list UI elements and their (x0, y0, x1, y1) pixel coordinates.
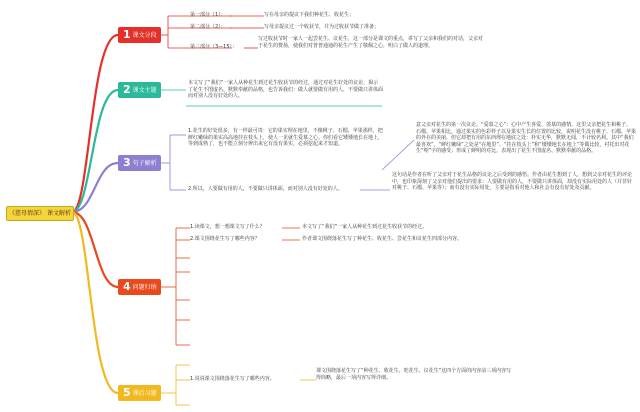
s3-sentence2-analysis: 这句话是作者在听了父亲对于花生品格的议论之后受到的感悟。作者由花生想到了人，想到父亲对花生的评论中，也印象深刻了父亲对他们提出的要求：人要做有用的人，不要做只讲体面，却没有实际用处的人（并非针对桃子、石榴、苹果等）；而有没有实际用处，主要是指看对他人和社会有没有好处及贡献。 (392, 172, 633, 192)
section-number: 2 (123, 83, 131, 96)
section-node-2[interactable] (118, 82, 161, 98)
s4-question2: 2.课文围绕花生写了哪些内容？ (190, 236, 260, 242)
root-node[interactable]: 《慈母情深》 课文解析 (6, 206, 74, 221)
s3-sentence2: 2.所以，人要做有用的人，不要做只讲体面，而对别人没有好处的人。 (188, 186, 343, 192)
section-label: 课文分段 (132, 32, 157, 39)
s4-question1: 1.读课文，想一想课文写了什么？ (190, 224, 265, 230)
section-number: 1 (123, 28, 131, 41)
section-label: 课后习题 (132, 390, 157, 397)
s5-answer1: 课文围绕落花生写了“种花生、收花生、吃花生、议花生”这四个方面的内容前三项内容写得简略，最后一项内容写得详细。 (316, 368, 512, 381)
section-number: 3 (123, 156, 131, 169)
root-to-s5-link (72, 212, 118, 393)
s4-answer1: 本文写了“我们”一家人从种花生到过花生收获节的经过。 (302, 224, 428, 230)
section-label: 句子解析 (132, 160, 157, 167)
s5-branches (161, 365, 316, 405)
s4-answer2: 作者课文围绕落花生写了种花生、收花生、尝花生和议花生四部分内容。 (302, 236, 463, 242)
section-node-5[interactable] (118, 385, 161, 401)
section-number: 4 (123, 280, 131, 293)
s1-part1-label: 第一部分（1）： (190, 12, 226, 18)
s3-sentence1-analysis: 意父亲对花生的第一次议论。“爱慕之心”：心中产生喜爱、羡慕的感情。这里父亲把花生和桃子、石榴、苹果相比，通过果实的色彩样子以及果实生长的位置的比较，说明花生没有桃子、石榴、苹果的外在的美丽，但它却把有用的东西埋在地底之处：朴实无华，默默无闻，不计较名利。其中“我们最喜欢”，“鲜红嫩绿”之处是“在地里”、“挂在枝头上”和“矮矮地长在地上”等做比较，衬托出对花生“埋”字的感受；形成了鲜明的对比，表现出了花生不图虚名、默默奉献的品格。 (416, 122, 637, 155)
root-to-s2-link (72, 90, 118, 212)
s1-part3-text: 写过收获节时一家人一起尝花生、议花生，这一部分是课文的重点，讲写了父亲和我们的对话，父亲对于花生的赞扬，使我们对普普通通的花生产生了敬佩之心，明白了做人的道理。 (258, 36, 484, 49)
s1-part2-label: 第二部分（2）： (190, 24, 226, 30)
s5-question1: 1.说说课文围绕落花生写了哪些内容。 (190, 376, 275, 382)
section-node-1[interactable] (118, 27, 161, 43)
section-number: 5 (123, 386, 131, 399)
s3-sentence1: 1.花生的好处很多，有一样最可贵：它的果实埋在地里，不像桃子、石榴、苹果那样，把鲜红嫩绿的果实高高地挂在枝头上，使人一见就生爱慕之心。你们看它矮矮地长在地上，等到成熟了，也不能立刻分辨出来它有没有果实，必须挖起来才知道。 (188, 128, 384, 148)
s1-part2-text: 写母亲提议过一个收获节，并为过收获节做了准备； (264, 24, 380, 30)
section-label: 课文主题 (132, 87, 157, 94)
s1-part1-text: 写在母亲的提议下我们种花生、收花生； (264, 12, 355, 18)
section-node-4[interactable] (118, 279, 161, 295)
s2-theme-text: 本文写了“我们”一家人从种花生到过花生收获节的经过，通过对花生好处的议论，揭示了花生不图虚名、默默奉献的品格，也告诉我们：做人就要做有用的人，不要做只讲体面而对别人没有好处的人。 (188, 80, 384, 100)
s4-branches (161, 228, 300, 345)
section-node-3[interactable] (118, 155, 161, 171)
section-label: 问题归纳 (132, 284, 157, 291)
s1-part3-label: 第三部分（3—15）： (190, 44, 238, 50)
